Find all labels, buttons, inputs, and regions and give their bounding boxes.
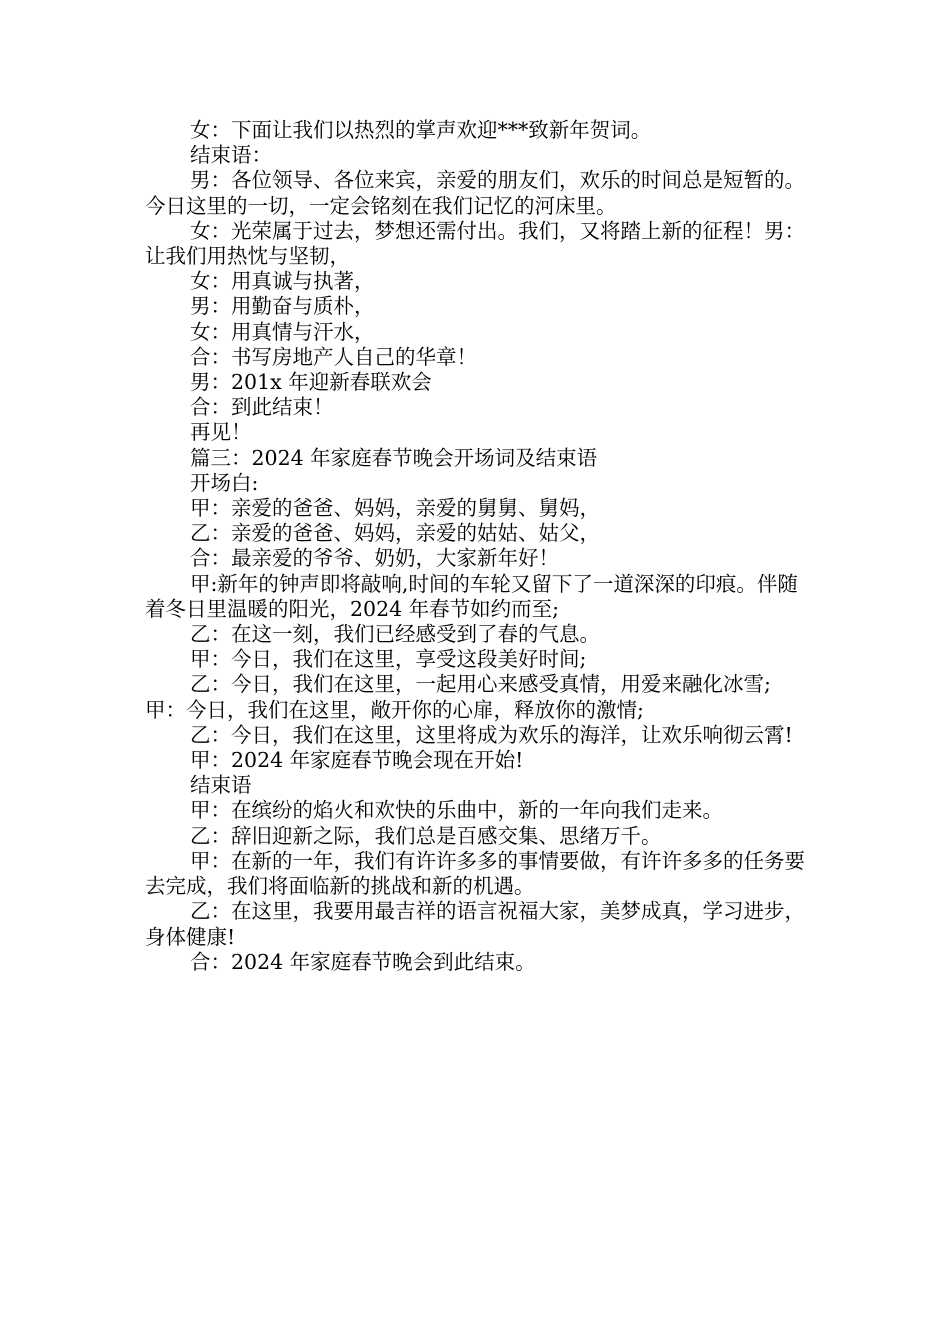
paragraph: 女：用真情与汗水， — [190, 319, 375, 344]
paragraph: 甲：在缤纷的焰火和欢快的乐曲中，新的一年向我们走来。 — [190, 798, 723, 823]
paragraph: 女：下面让我们以热烈的掌声欢迎***致新年贺词。 — [190, 118, 652, 142]
paragraph: 乙：在这一刻，我们已经感受到了春的气息。 — [190, 622, 600, 647]
paragraph: 合：到此结束！ — [190, 395, 334, 420]
section-title: 篇三：2024 年家庭春节晚会开场词及结束语 — [190, 445, 598, 470]
paragraph: 男：201x 年迎新春联欢会 — [190, 370, 432, 395]
paragraph: 合：书写房地产人自己的华章！ — [190, 344, 477, 369]
paragraph: 甲:新年的钟声即将敲响,时间的车轮又留下了一道深深的印痕。伴随着冬日里温暖的阳光，2024 年春节如约而至; — [145, 571, 798, 621]
paragraph: 女：光荣属于过去，梦想还需付出。我们，又将踏上新的征程！男：让我们用热忱与坚韧， — [145, 218, 805, 269]
paragraph: 合：最亲爱的爷爷、奶奶，大家新年好！ — [190, 546, 559, 571]
document-body — [145, 118, 810, 975]
paragraph: 女：用真诚与执著， — [190, 269, 375, 294]
paragraph: 甲：在新的一年，我们有许许多多的事情要做，有许许多多的任务要去完成，我们将面临新的挑战和新的机遇。 — [145, 848, 805, 899]
paragraph: 乙：今日，我们在这里，一起用心来感受真情，用爱来融化冰雪;甲：今日，我们在这里，敞开你的心扉，释放你的激情; — [145, 672, 771, 722]
section-heading-opening: 开场白: — [190, 470, 259, 495]
paragraph: 甲：亲爱的爸爸、妈妈，亲爱的舅舅、舅妈， — [190, 496, 600, 521]
paragraph: 甲：2024 年家庭春节晚会现在开始! — [190, 748, 524, 773]
paragraph: 甲：今日，我们在这里，享受这段美好时间; — [190, 647, 587, 672]
paragraph: 乙：辞旧迎新之际，我们总是百感交集、思绪万千。 — [190, 823, 662, 848]
section-heading-closing: 结束语 — [190, 773, 252, 798]
paragraph: 再见！ — [190, 420, 252, 445]
paragraph: 乙：在这里，我要用最吉祥的语言祝福大家，美梦成真，学习进步，身体健康! — [145, 899, 805, 949]
paragraph: 乙：亲爱的爸爸、妈妈，亲爱的姑姑、姑父， — [190, 521, 600, 546]
paragraph: 乙：今日，我们在这里，这里将成为欢乐的海洋，让欢乐响彻云霄! — [190, 722, 793, 747]
section-heading-closing: 结束语： — [190, 143, 272, 168]
paragraph: 男：用勤奋与质朴， — [190, 294, 375, 319]
paragraph: 男：各位领导、各位来宾，亲爱的朋友们，欢乐的时间总是短暂的。今日这里的一切，一定会铭刻在我们记忆的河床里。 — [145, 168, 805, 218]
paragraph: 合：2024 年家庭春节晚会到此结束。 — [190, 949, 536, 974]
